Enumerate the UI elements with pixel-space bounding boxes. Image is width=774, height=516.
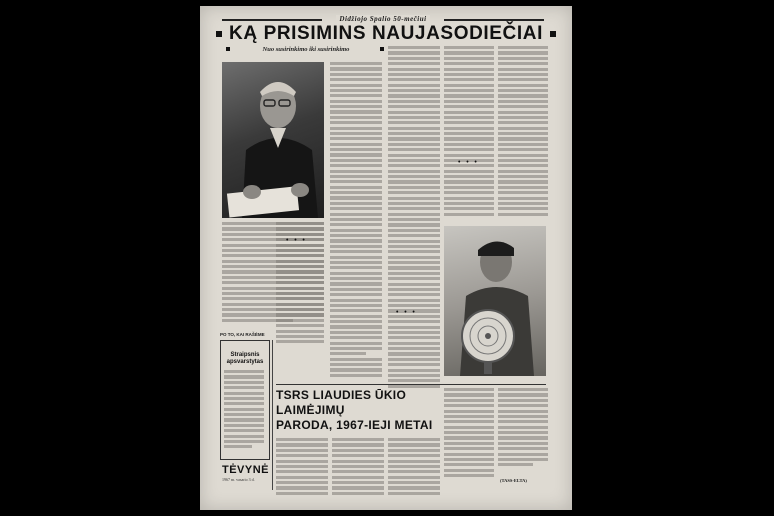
column-divider <box>272 340 273 490</box>
kicker-text: Didžiojo Spalio 50-mečiui <box>336 15 429 23</box>
subhead: Nuo susirinkimo iki susirinkimo <box>262 46 350 53</box>
feature-column-3 <box>388 438 440 497</box>
column-5-lower <box>444 388 494 479</box>
signoff: (TASS-ELTA) <box>500 478 527 483</box>
headline: KĄ PRISIMINS NAUJASODIEČIAI <box>229 23 543 44</box>
newspaper-date: 1967 m. vasario 3 d. <box>222 477 255 482</box>
sidebar-title: Straipsnis apsvarstytas <box>226 352 264 365</box>
feature-title <box>276 388 436 432</box>
newspaper-page <box>200 6 572 510</box>
photo-man-with-fan <box>444 226 546 376</box>
feature-column-2 <box>332 438 384 497</box>
section-marks-2: • • • <box>396 308 417 316</box>
column-5-upper <box>444 46 494 218</box>
feature-column-1 <box>276 438 328 497</box>
kicker <box>222 15 544 23</box>
section-marks-1: • • • <box>286 236 307 244</box>
photo-writing-man <box>222 62 324 218</box>
newspaper-brand: TĖVYNĖ <box>222 464 270 476</box>
sidebar-label: PO TO, KAI RAŠĖME <box>220 332 265 337</box>
column-3 <box>330 62 382 379</box>
headline-square-right <box>550 31 556 37</box>
section-marks-3: • • • <box>458 158 479 166</box>
column-6-lower <box>498 388 548 469</box>
column-6-upper <box>498 46 548 218</box>
sidebar-body <box>224 370 264 451</box>
column-4 <box>388 46 440 390</box>
subhead-square-right <box>380 47 384 51</box>
feature-title-line-2: PARODA, 1967-IEJI METAI <box>276 418 433 432</box>
feature-title-line-1: TSRS LIAUDIES ŪKIO LAIMĖJIMŲ <box>276 388 407 417</box>
feature-rule-top <box>276 384 546 385</box>
